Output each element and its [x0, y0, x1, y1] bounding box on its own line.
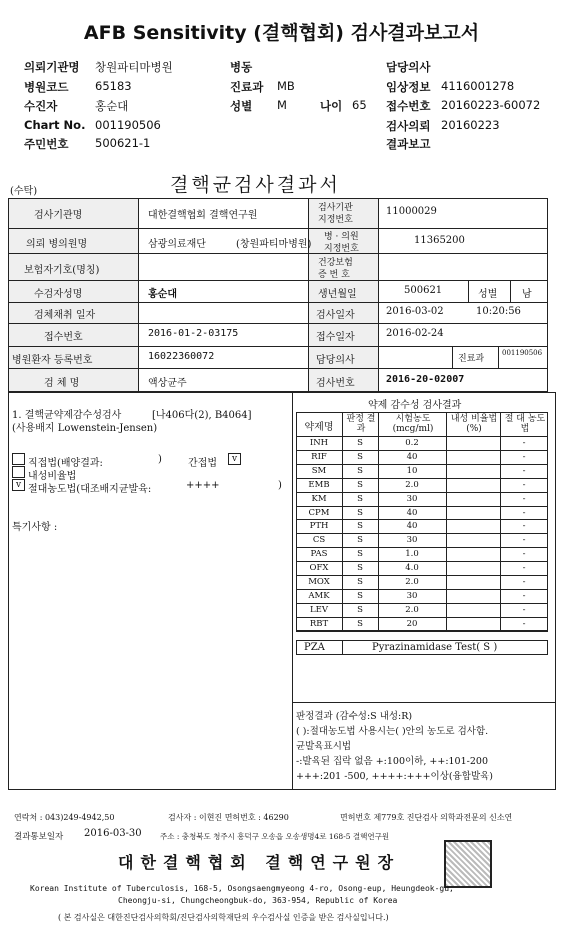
result-cell: S — [357, 479, 363, 490]
result-cell: S — [357, 438, 363, 448]
drug-name-cell: CPM — [308, 507, 330, 518]
result-cell: S — [357, 590, 363, 601]
inst-no-label: 검사기관 — [318, 203, 353, 213]
drug-name-cell: KM — [311, 493, 327, 504]
concentration-cell: 30 — [406, 535, 418, 546]
row-divider — [296, 492, 548, 493]
header-value: MB — [277, 79, 295, 93]
result-cell: S — [357, 535, 363, 546]
reg-no-value: 16022360072 — [148, 351, 215, 362]
inst-value: 대한결핵협회 결핵연구원 — [148, 210, 258, 221]
document-title: 결핵균검사결과서 — [170, 174, 341, 196]
inst-label: 검사기관명 — [34, 210, 83, 221]
concentration-cell: 4.0 — [405, 563, 419, 574]
dept-value: 001190506 — [502, 349, 543, 357]
ins-no-label: 증 번 호 — [318, 270, 350, 280]
collect-label: 검체채취 일자 — [34, 310, 96, 321]
drug-name-cell: PAS — [310, 549, 328, 560]
official-seal — [444, 840, 492, 888]
recv-date-value: 2016-02-24 — [386, 328, 444, 339]
header-label: 임상정보 — [386, 80, 431, 94]
header-label: 진료과 — [230, 80, 264, 94]
age-value: 65 — [352, 98, 367, 112]
concentration-cell: 30 — [406, 493, 418, 504]
doctor-label: 담당의사 — [316, 355, 355, 366]
header-value: 001190506 — [95, 118, 161, 132]
concentration-cell: 10 — [406, 465, 418, 476]
pza-label: PZA — [304, 642, 325, 653]
result-cell: S — [357, 507, 363, 518]
absolute-cell: - — [522, 618, 526, 629]
drug-name-cell: MOX — [308, 577, 330, 587]
certification-note: ( 본 검사실은 대한진단검사의학회/진단검사의학재단의 우수검사실 인증을 받은 검사실입니다.) — [58, 913, 389, 922]
test-time-value: 10:20:56 — [476, 306, 521, 317]
col-ratio: 내성 비율법(%) — [450, 414, 498, 434]
sex-value: 남 — [522, 289, 532, 300]
footer-address-kr: 주소 : 충청북도 청주시 흥덕구 오송읍 오송생명4로 168-5 결핵연구원 — [160, 832, 390, 841]
dob-value: 500621 — [404, 285, 443, 296]
medium-note: (사용배지 Lowenstein-Jensen) — [12, 423, 158, 434]
concentration-cell: 40 — [406, 451, 418, 462]
concentration-cell: 40 — [406, 507, 418, 518]
org-name: 대한결핵협회 결핵연구원장 — [118, 853, 401, 872]
header-label: 병원코드 — [24, 80, 69, 94]
address-en-line1: Korean Institute of Tuberculosis, 168-5, Osongsaengmyeong 4-ro, Osong-eup, Heungdeok-gu, — [30, 884, 454, 893]
concentration-cell: 2.0 — [405, 577, 419, 587]
drug-name-cell: LEV — [310, 604, 328, 615]
hosp-no-label: 지정번호 — [324, 244, 359, 254]
concentration-cell: 2.0 — [405, 604, 419, 615]
absolute-cell: - — [522, 604, 526, 615]
absolute-cell: - — [522, 577, 526, 587]
row-divider — [296, 506, 548, 507]
header-value: 4116001278 — [441, 79, 515, 93]
dob-label: 생년월일 — [318, 289, 357, 300]
judgement-title: 판정결과 (감수성:S 내성:R) — [296, 711, 413, 722]
report-date-label: 결과통보일자 — [14, 832, 64, 842]
report-title: AFB Sensitivity (결핵협회) 검사결과보고서 — [83, 22, 480, 44]
result-cell: S — [357, 577, 363, 587]
col-result: 판정 결과 — [346, 414, 376, 434]
patient-label: 수검자성명 — [34, 289, 83, 300]
drug-name-cell: CS — [312, 535, 326, 546]
header-label: 접수번호 — [386, 99, 431, 113]
row-divider — [296, 575, 548, 576]
row-divider — [296, 617, 548, 618]
result-cell: S — [357, 618, 363, 629]
req-label: 의뢰 병의원명 — [26, 239, 88, 250]
indirect-method-checkbox[interactable]: v — [228, 453, 241, 465]
header-value: 홍순대 — [95, 99, 129, 113]
footer-examiner: 검사자 : 이현진 면허번호 : 46290 — [168, 813, 289, 822]
footer-license: 면허번호 제779호 진단검사 의학과전문의 신소연 — [340, 813, 513, 822]
report-date-value: 2016-03-30 — [84, 828, 142, 839]
exam-no-label: 검사번호 — [316, 378, 355, 389]
recv-date-label: 접수일자 — [316, 332, 355, 343]
judgement-line: +++:201 -500, ++++:+++이상(융합발육) — [296, 771, 494, 782]
row-divider — [296, 464, 548, 465]
drug-name-cell: INH — [309, 438, 329, 448]
indirect-method-label: 간접법 — [188, 458, 217, 469]
header-value: 창원파티마병원 — [95, 60, 173, 74]
exam-no-value: 2016-20-02007 — [386, 374, 465, 385]
header-value: 500621-1 — [95, 136, 151, 150]
absolute-cell: - — [522, 507, 526, 518]
growth-control-value: ++++ — [186, 480, 220, 491]
judgement-line: 균발육표시법 — [296, 741, 352, 752]
absolute-cell: - — [522, 549, 526, 560]
result-cell: S — [357, 493, 363, 504]
absolute-cell: - — [522, 563, 526, 574]
sex-label: 성별 — [478, 289, 498, 300]
row-divider — [296, 547, 548, 548]
drug-name-cell: RIF — [311, 451, 327, 462]
concentration-cell: 20 — [406, 618, 418, 629]
susceptibility-title: 약제 감수성 검사결과 — [368, 400, 462, 411]
resistance-ratio-checkbox[interactable] — [12, 466, 25, 478]
result-cell: S — [357, 563, 363, 574]
result-cell: S — [357, 465, 363, 476]
header-label: 주민번호 — [24, 137, 69, 151]
pza-value: Pyrazinamidase Test( S ) — [372, 642, 498, 653]
row-divider — [296, 478, 548, 479]
row-divider — [296, 561, 548, 562]
header-label: 수진자 — [24, 99, 58, 113]
row-divider — [296, 589, 548, 590]
drug-name-cell: OFX — [309, 563, 329, 574]
test-code: [나406다(2), B4064] — [152, 410, 252, 421]
inst-no-label: 지정번호 — [318, 215, 353, 225]
absolute-cell: - — [522, 438, 526, 448]
hosp-no-value: 11365200 — [414, 235, 465, 246]
header-label: 병동 — [230, 60, 253, 74]
req-sub: (창원파티마병원) — [236, 239, 312, 250]
specimen-value: 액상균주 — [148, 378, 187, 389]
hosp-no-label: 병 · 의원 — [324, 232, 359, 242]
header-label: 검사의뢰 — [386, 119, 431, 133]
remarks-label: 특기사항 : — [12, 522, 58, 533]
header-label: 성별 — [230, 99, 253, 113]
address-en-line2: Cheongju-si, Chungcheongbuk-do, 363-954, Republic of Korea — [118, 896, 398, 905]
absolute-conc-label: 절대농도법(대조배지균발육: — [28, 484, 152, 495]
direct-method-end: ) — [158, 454, 162, 465]
absolute-cell: - — [522, 521, 526, 532]
result-cell: S — [357, 549, 363, 560]
row-divider — [296, 450, 548, 451]
drug-name-cell: SM — [311, 465, 327, 476]
test-name: 1. 결핵균약제감수성검사 — [12, 410, 122, 421]
header-value: M — [277, 98, 287, 112]
col-drug: 약제명 — [304, 422, 334, 433]
corner-label: (수탁) — [10, 186, 38, 197]
drug-name-cell: PTH — [309, 521, 329, 532]
recv-no-label: 접수번호 — [44, 332, 83, 343]
footer-contact: 연락처 : 043)249-4942,50 — [14, 813, 115, 822]
test-date-value: 2016-03-02 — [386, 306, 444, 317]
patient-value: 홍순대 — [148, 289, 177, 300]
row-divider — [296, 631, 548, 632]
ins-no-label: 건강보험 — [318, 258, 353, 268]
col-absolute: 절 대 농도법 — [504, 414, 546, 434]
direct-method-label: 직접법(배양결과: — [28, 458, 103, 469]
specimen-label: 검 체 명 — [44, 378, 80, 389]
header-value: 65183 — [95, 79, 132, 93]
header-value: 20160223-60072 — [441, 98, 541, 112]
row-divider — [296, 533, 548, 534]
col-conc: 시험농도 (mcg/ml) — [392, 414, 434, 434]
absolute-cell: - — [522, 493, 526, 504]
scanned-result-document — [0, 168, 563, 945]
ins-label: 보험자기호(명칭) — [24, 265, 100, 276]
age-label: 나이 — [320, 99, 343, 113]
header-label: Chart No. — [24, 118, 86, 132]
row-divider — [296, 603, 548, 604]
absolute-conc-checkbox[interactable]: v — [12, 479, 25, 491]
row-divider — [296, 519, 548, 520]
result-cell: S — [357, 451, 363, 462]
result-cell: S — [357, 604, 363, 615]
direct-method-checkbox[interactable] — [12, 453, 25, 465]
judgement-line: -:발육된 집락 없음 +:100이하, ++:101-200 — [296, 756, 488, 767]
resistance-ratio-label: 내성비율법 — [28, 471, 77, 482]
absolute-cell: - — [522, 465, 526, 476]
concentration-cell: 1.0 — [405, 549, 419, 560]
result-cell: S — [357, 521, 363, 532]
concentration-cell: 0.2 — [405, 438, 419, 448]
dept-label: 진료과 — [458, 354, 485, 364]
req-value: 삼광의료재단 — [148, 239, 206, 250]
header-value: 20160223 — [441, 118, 500, 132]
drug-name-cell: EMB — [308, 479, 330, 490]
inst-no-value: 11000029 — [386, 206, 437, 217]
judgement-line: ( ):절대농도법 사용시는( )안의 농도로 검사함. — [296, 726, 489, 737]
header-label: 의뢰기관명 — [24, 60, 80, 74]
test-date-label: 검사일자 — [316, 310, 355, 321]
drug-name-cell: AMK — [308, 590, 330, 601]
absolute-cell: - — [522, 479, 526, 490]
concentration-cell: 2.0 — [405, 479, 419, 490]
concentration-cell: 40 — [406, 521, 418, 532]
header-label: 담당의사 — [386, 60, 431, 74]
drug-name-cell: RBT — [309, 618, 329, 629]
concentration-cell: 30 — [406, 590, 418, 601]
absolute-conc-end: ) — [278, 480, 282, 491]
recv-no-value: 2016-01-2-03175 — [148, 328, 239, 339]
header-label: 결과보고 — [386, 137, 431, 151]
absolute-cell: - — [522, 590, 526, 601]
absolute-cell: - — [522, 451, 526, 462]
absolute-cell: - — [522, 535, 526, 546]
reg-no-label: 병원환자 등록번호 — [12, 355, 93, 366]
